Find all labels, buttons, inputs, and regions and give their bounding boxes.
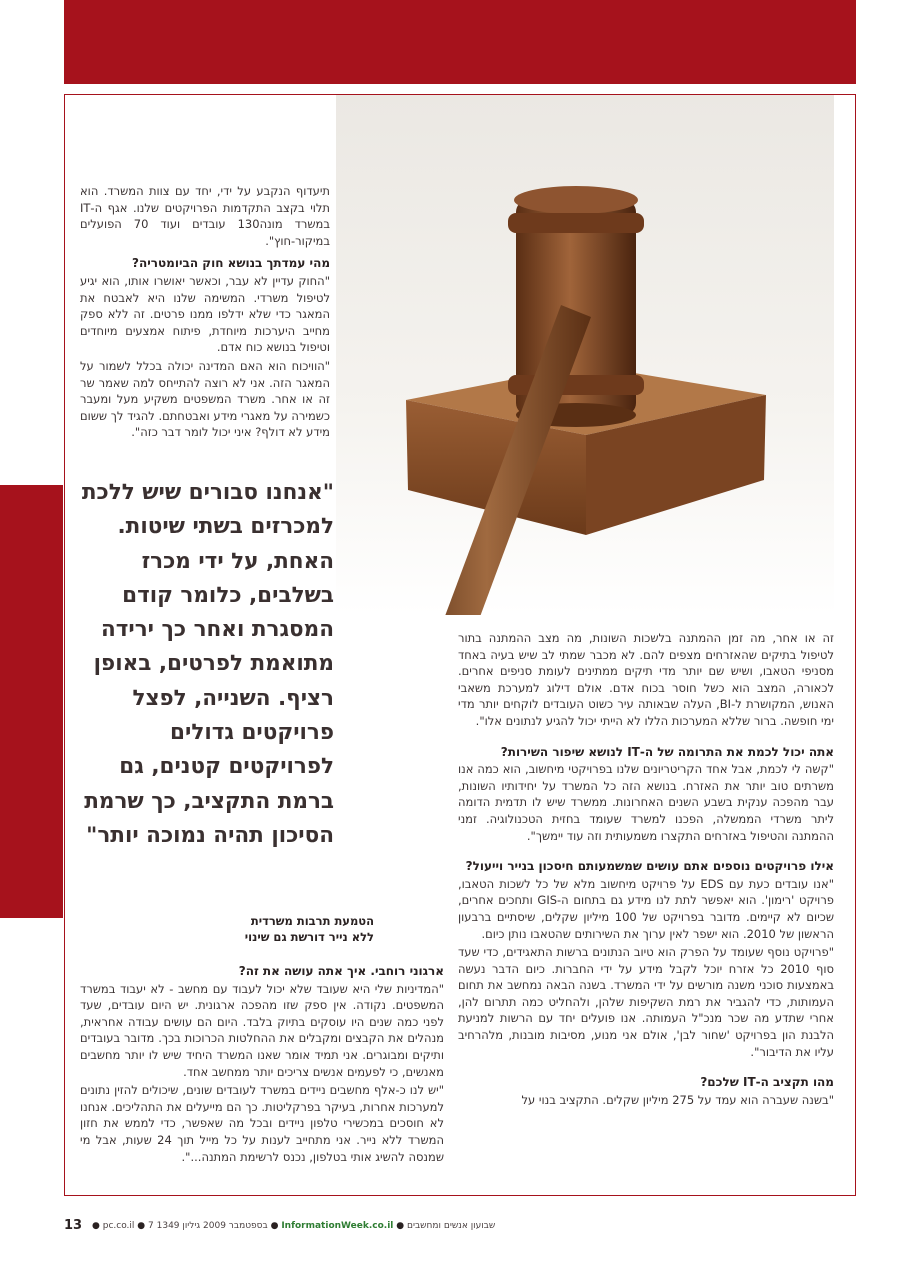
question-heading: מהי עמדתך בנושא חוק הביומטריה?	[132, 256, 330, 271]
paragraph: "פרויקט נוסף שעומד על הפרק הוא טיוב הנתונים ברשות התאגידים, כדי שעד סוף 2010 כל אזרח יוכל לקבל מידע על ידי החברות. כיום הדבר נעשה באמצעות סוכני משנה מורשים על ידי המשרד. בשנה הבאה נמחשב את תחום העמותות, כדי להגביר את רמת השקיפות שלהן, ולהחליט כמה תתרום להן, אחרי שתדע מה שכר מנכ"ל העמותה. אנו פועלים יחד עם הרשות למניעת הלבנת הון בפרויקט 'שחור לבן', אולם אני מנוע, מסיבות מובנות, מלהרחיב עליו את הדיבור".	[458, 945, 834, 1059]
gavel-illustration	[336, 95, 834, 615]
paragraph: זה או אחר, מה זמן ההמתנה בלשכות השונות, מה מצב ההמתנה בתור לטיפול בתיקים שהאזרחים מצפים להם. לא מכבר שמתי לב שיש בעיה באחד מסניפי הטאבו, ושיש שם יותר מדי תיקים ממתינים לעומת סניפים אחרים. לכאורה, המצב הוא כשל חוסר בכוח אדם. אולם דילוג למערכת משאבי האנוש, המקושרת ל-BI, העלה שבאותה עיר כשוט העובדים לוקחים יותר מדי ימי חופשה. ברור שללא המערכות הללו לא הייתי יכול להגיע לנתונים אלו".	[458, 631, 834, 728]
column-bottom-left	[80, 963, 444, 1167]
footer-web[interactable]: InformationWeek.co.il	[281, 1221, 394, 1231]
footer-line: ● pc.co.il ● 7 בספטמבר 2009 גיליון 1349 ● InformationWeek.co.il ● שבועון אנשים ומחשבים	[92, 1221, 496, 1231]
column-right	[458, 630, 834, 1110]
footer-magazine: שבועון אנשים ומחשבים	[406, 1221, 496, 1231]
question-heading: ארגוני רוחבי. איך אתה עושה את זה?	[238, 964, 444, 978]
footer-site[interactable]: pc.co.il	[102, 1221, 135, 1231]
paragraph: "הוויכוח הוא האם המדינה יכולה בכלל לשמור על המאגר הזה. אני לא רוצה להתייחס למה שאמר שר זה או אחר. משרד המשפטים משקיע מעל ומעבר כשמירה על מאגרי מידע ואבטחתם. להגיד לך ששום מידע לא דולף? איני יכול לומר דבר כזה".	[80, 358, 330, 440]
side-accent-bar	[0, 485, 63, 918]
footer-issue: גיליון 1349	[156, 1221, 201, 1231]
question-heading: אתה יכול לכמת את התרומה של ה-IT לנושא שיפור השירות?	[500, 744, 834, 759]
pull-quote: "אנחנו סבורים שיש ללכת למכרזים בשתי שיטות. האחת, על ידי מכרז בשלבים, כלומר קודם המסגרת ואחר כך ירידה מתואמת לפרטים, באופן רציף. השנייה, לפצל פרויקטים גדולים לפרויקטים קטנים, גם ברמת התקציב, כך שרמת הסיכון תהיה נמוכה יותר"	[81, 480, 334, 848]
paragraph: "יש לנו כ-אלף מחשבים ניידים במשרד לעובדים שונים, שיכולים להזין נתונים למערכות אחרות, בעיקר בפרקליטות. כך הם מייעלים את התהליכים. אנחנו לא חוסכים במכשירי טלפון ניידים ובכל מה שאפשר, כדי לממש את חזון המשרד ללא נייר. אני מתחייב לענות על כל מייל תוך 24 שעות, אבל מי שמנסה להשיג אותי בטלפון, נכנס לרשימת המתנה...".	[80, 1083, 444, 1164]
paragraph: "החוק עדיין לא עבר, וכאשר יאושרו אותו, הוא יגיע לטיפול משרדי. המשימה שלנו היא לאבטח את המאגר כדי שלא ידלפו ממנו פרטים. זה ללא ספק מחייב היערכות מיוחדת, פיתוח אמצעים מיוחדים וטיפול בנושא כוח אדם.	[80, 273, 330, 355]
column-top	[80, 183, 330, 443]
page-number: 13	[64, 1218, 83, 1233]
question-heading: מהו תקציב ה-IT שלכם?	[700, 1075, 834, 1090]
paragraph: "בשנה שעברה הוא עמד על 275 מיליון שקלים. התקציב בנוי על	[521, 1092, 834, 1107]
page-footer	[64, 1218, 856, 1236]
top-color-bar	[64, 0, 856, 84]
sub-heading: הטמעת תרבות משרדית ללא נייר דורשת גם שינוי	[244, 914, 374, 944]
gavel-photo	[336, 95, 834, 615]
paragraph: "קשה לי לכמת, אבל אחד הקריטריונים שלנו בפרויקטי מיחשוב, הוא כמה אנו משרתים טוב יותר את האזרח. בנושא הזה כל המשרד על יחידותיו השונות, עבר מהפכה ענקית בשבע השנים האחרונות. ממשרד שיש לו תדמית הדומה ליתר משרדי הממשלה, הפכנו למשרד שעומד בחזית הטכנולוגיה. זמני ההמתנה והטיפול באזרחים התקצרו משמעותית וזה עוד יימשך".	[458, 762, 834, 843]
footer-date: 7 בספטמבר 2009	[148, 1221, 268, 1231]
question-heading: אילו פרויקטים נוספים אתם עושים שמשמעותם חיסכון בנייר וייעול?	[465, 859, 834, 874]
paragraph: "אנו עובדים כעת עם EDS על פרויקט מיחשוב מלא של כל לשכות הטאבו, פרויקט 'רימון'. הוא יאפשר לתת לנו מידע גם בתחום ה-GIS ותחכים אחרים, שכיום לא קיימים. מדובר בפרויקט של 100 מיליון שקלים, שיסתיים ברבעון הראשון של 2010. הוא ישפר לאין ערוך את השירותים שהטאבו נותן כיום.	[458, 876, 835, 941]
paragraph: "המדיניות שלי היא שעובד שלא יכול לעבוד עם מחשב - לא יעבוד במשרד המשפטים. נקודה. אין ספק שזו מהפכה ארגונית. יש היום עובדים, שעד לפני כמה שנים היו עוסקים בתיוק בלבד. היום הם עושים עבודה אחראית, מנהלים את הקבצים ומקבלים את ההחלטות הכרוכות בכך. מדובר בעובדים ותיקים ומבוגרים. אני תמיד אומר שאנו המשרד היחיד שיש לו יותר מחשבים מאנשים, כי לפעמים אנשים צריכים יותר ממחשב אחד.	[80, 981, 444, 1079]
paragraph: תיעדוף הנקבע על ידי, יחד עם צוות המשרד. הוא תלוי בקצב התקדמות הפרויקטים שלנו. אגף ה-IT במשרד מונה130 עובדים ועוד 70 הפועלים במיקור-חוץ".	[80, 184, 330, 248]
